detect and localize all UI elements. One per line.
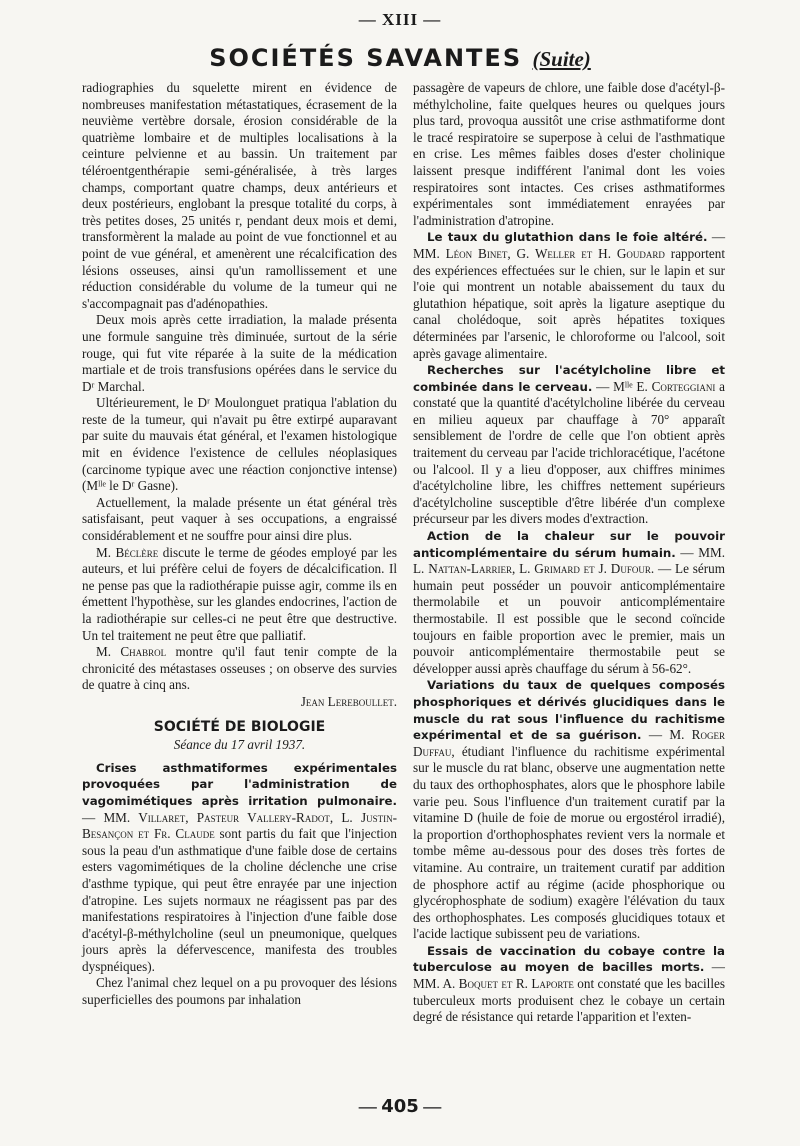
abstract-title: Essais de vaccination du cobaye contre la tuberculose au moyen de bacilles morts. (413, 943, 725, 975)
speaker-name: M. Chabrol (96, 644, 167, 660)
abstract-text: étudiant l'influence du rachitisme expérimental sur le muscle du rat blanc, observe une augmentation nette du taux des orthophosphates, alors que le phosphore labile varie peu. Sous l'influence d'un traitement curatif par la vitamine D (huile de foie de morue ou ergostérol irradié), la proportion d'orthophosphates revient vers la normale et tombe même au-dessous pour des doses très fortes de vitamine. Au contraire, un traitement curatif par addition de phosphore actif au régime (acide phosphorique ou glycérophosphate de sodium) exagère l'élévation du taux des orthophosphates. Les composés glucidiques totaux et l'acide lactique subissent peu de variations. (413, 743, 725, 942)
paragraph: Chez l'animal chez lequel on a pu provoquer des lésions superficielles des poumons par inhalation (82, 975, 397, 1008)
session-date: Séance du 17 avril 1937. (173, 737, 306, 753)
roman-page-number: — XIII — (358, 10, 442, 29)
paragraph-text: discute le terme de géodes employé par les auteurs, et lui préfère celui de foyers de décalcification. Il ne pense pas que la radiothérapie puisse agir, comme ils en émettent l'hypothèse, sur les glandes endocrines, l'action de la radiothérapie sur celles-ci ne peut être que destructive. Un tel traitement ne peut être que palliatif. (82, 544, 397, 643)
section-title: SOCIÉTÉ DE BIOLOGIE (153, 718, 326, 735)
right-column (413, 80, 725, 1026)
abstract-text: — Le sérum humain peut posséder un pouvoir anticomplémentaire thermolabile et un pouvoir anticomplémentaire thermostabile. Il est possible que le second coïncide toujours en faible proportion avec le premier, mais un pouvoir anticomplémentaire thermostabile peut se développer aussi après chauffage du sérum à 56-62°. (413, 561, 725, 676)
signature: Jean Lereboullet. (300, 693, 397, 709)
abstract-authors: — MM. Léon Binet, G. Weller et H. Goudard (413, 229, 725, 261)
abstract-authors: — MM. Villaret, Pasteur Vallery-Radot, L. Justin-Besançon et Fr. Claude (82, 809, 397, 842)
paragraph (82, 545, 397, 645)
header-title: SOCIÉTÉS SAVANTES (209, 44, 523, 72)
paragraph (82, 644, 397, 694)
abstract-title: Variations du taux de quelques composés phosphoriques et dérivés glucidiques dans le muscle du rat sous l'influence du rachitisme expérimental et de sa guérison. (413, 678, 725, 743)
speaker-name: M. Béclère (96, 544, 159, 560)
abstract-authors: — Mˡˡᵉ E. Corteggiani (592, 378, 716, 394)
abstract-title: Action de la chaleur sur le pouvoir anticomplémentaire du sérum humain. (413, 529, 725, 560)
abstract-text: a constaté que la quantité d'acétylcholine libérée du cerveau en milieu aqueux par chauffage à 70° apparaît sensiblement de l'ordre de celle que l'on obtient après traitement du cerveau par l'acide trichloracétique, l'acétone ou l'alcool. Il y a lieu d'opposer, aux chiffres minimes d'acétylcholine libre, les chiffres nettement supérieurs d'acétylcholine susceptible d'être libérée d'un complexe précurseur par les divers modes d'extraction. (413, 378, 726, 527)
page-number-value: 405 (381, 1096, 419, 1117)
abstract (413, 677, 725, 943)
abstract-title: Crises asthmatiformes expérimentales provoquées par l'administration de vagomimétiques après irritation pulmonaire. (82, 760, 397, 808)
paragraph: Deux mois après cette irradiation, la malade présenta une formule sanguine très diminuée, surtout de la série rouge, qui fut vite réparée à la suite de la médication martiale et de trois transfusions opérées dans le service du Dʳ Marchal. (82, 312, 397, 394)
abstract-authors: — MM. L. Nattan-Larrier, L. Grimard et J. Dufour. (413, 544, 725, 577)
abstract-authors: — MM. A. Boquet et R. Laporte (413, 959, 725, 992)
paragraph: Ultérieurement, le Dʳ Moulonguet pratiqua l'ablation du reste de la tumeur, qui n'avait pu être extirpé auparavant par suite du mauvais état général, et l'examen histologique mit en évidence l'existence de cellules néoplasiques (carcinome typique avec une réaction conjonctive intense) (Mˡˡᵉ le Dʳ Gasne). (82, 395, 397, 494)
paragraph-text: montre qu'il faut tenir compte de la chronicité des métastases osseuses ; on observe des survies de quatre à cinq ans. (82, 644, 397, 693)
abstract (413, 362, 725, 528)
abstract (413, 229, 725, 362)
abstract-text: sont partis du fait que l'injection sous la peau d'un asthmatique d'une faible dose de certains esters vagomimétiques de la choline déclenche une crise d'asthme typique, qui peut être enrayée par une injection d'atropine. Les sujets normaux ne réagissent pas par des manifestations respiratoires à l'injection d'une faible dose d'acétyl-β-méthylcholine (seul un pneumonique, quelques jours après la défervescence, manifesta des troubles dyspnéiques). (82, 826, 397, 974)
abstract-title: Recherches sur l'acétylcholine libre et combinée dans le cerveau. (413, 363, 725, 394)
paragraph: radiographies du squelette mirent en évidence de nombreuses manifestation métastatiques, écrasement de la neuvième vertèbre dorsale, érosion considérable de la quatrième lombaire et de multiples localisations à la ceinture pelvienne et au bassin. Un traitement par téléroentgenthérapie semi-généralisée, à très larges champs, comportant quatre champs, deux antérieurs et deux postérieurs, englobant la presque totalité du corps, à très petites doses, 25 unités r, pendant deux mois et demi, transformèrent la malade au point de vue fonctionnel et au point de vue général, et amenèrent une récalcification des lésions osseuses, ainsi qu'un ramollissement et une réduction considérable du volume de la tumeur qui ne s'accompagnait pas d'adénopathies. (82, 80, 397, 311)
paragraph: Actuellement, la malade présente un état général très satisfaisant, peut vaquer à ses occupations, a engraissé considérablement et ne souffre pour ainsi dire plus. (82, 494, 397, 544)
abstract (413, 943, 725, 1026)
abstract (82, 760, 397, 976)
abstract (413, 528, 725, 677)
abstract-text: ont constaté que les bacilles tuberculeux morts produisent chez le cobaye un certain degré de résistance qui retarde l'apparition et l'exten- (413, 976, 725, 1025)
paragraph: passagère de vapeurs de chlore, une faible dose d'acétyl-β-méthylcholine, faite quelques heures ou quelques jours plus tard, provoqua aussitôt une crise asthmatiforme dont le tracé respiratoire se superpose à celui de l'asthmatique en crise. Les mêmes faibles doses d'ester cholinique laissent presque indifférent l'animal dont les voies respiratoires sont intactes. Ces crises asthmatiformes expérimentales sont immédiatement enrayées par l'administration d'atropine. (413, 80, 725, 228)
header-suite: (Suite) (532, 47, 591, 71)
abstract-authors: — M. Roger Duffau, (413, 727, 725, 759)
abstract-title: Le taux du glutathion dans le foie altéré. (427, 230, 708, 245)
page-number: — 405 — (358, 1096, 442, 1117)
page-header (0, 44, 800, 72)
abstract-text: rapportent des expériences effectuées sur le chien, sur le lapin et sur l'oie qui montrent un notable abaissement du taux du glutathion hépatique, soit après la ligature aseptique du canal cholédoque, soit après hépatites toxiques déterminées par l'arsenic, le chloroforme ou l'alcool, soit après gavage alimentaire. (413, 245, 725, 361)
left-column (82, 80, 397, 1009)
